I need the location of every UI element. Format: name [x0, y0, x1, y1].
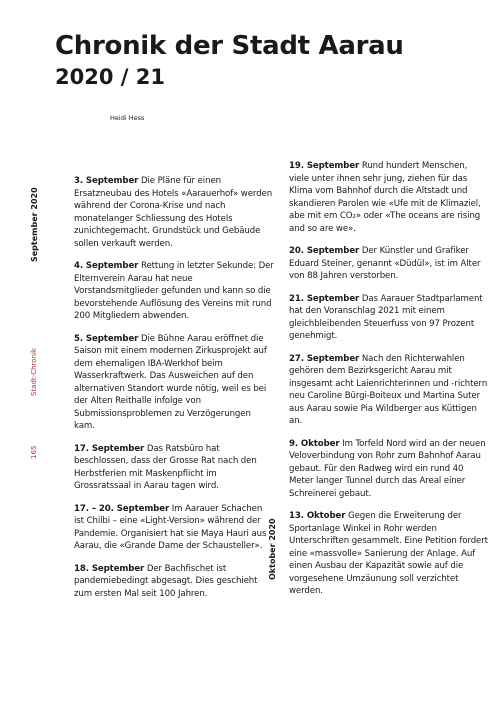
chronicle-entry: [74, 563, 274, 601]
entry-date: 17. September: [74, 443, 145, 454]
month-label-october: Oktober 2020: [268, 518, 277, 580]
entry-date: 20. September: [289, 246, 360, 256]
entry-date: 27. September: [289, 353, 360, 364]
entry-date: 13. Oktober: [289, 511, 346, 521]
section-label: Stadt-Chronik: [30, 348, 38, 396]
entry-text: Das Aarauer Stadtparlament hat den Voranschlag 2021 mit einem gleichbleibenden Steuerfuss von 97 Prozent genehmigt.: [289, 293, 483, 341]
entry-text: Nach den Richterwahlen gehören dem Bezirksgericht Aarau mit insgesamt acht Laienrichterinnen und -richtern neu Caroline Bürgi-Boiteux und Martina Suter aus Aarau sowie Pia Wildberger aus Küttigen an.: [289, 353, 488, 426]
chronicle-entry: [289, 510, 489, 598]
entry-date: 5. September: [74, 333, 139, 344]
author-name: Heidi Hess: [110, 114, 145, 122]
entry-date: 18. September: [74, 563, 145, 574]
entry-text: Gegen die Erweiterung der Sportanlage Winkel in Rohr werden Unterschriften gesammelt. Eine Petition fordert eine «massvolle» Sanierung der Anlage. Auf einen Ausbau der Kapazität sowie auf die vorgesehene Umzäunung soll verzichtet werden.: [289, 511, 488, 596]
entry-date: 3. September: [74, 176, 139, 186]
page-title: Chronik der Stadt Aarau: [55, 31, 404, 61]
chronicle-entry: [289, 245, 489, 283]
chronicle-entry: [74, 503, 274, 553]
chronicle-entry: [74, 175, 274, 250]
entry-date: 17. – 20. September: [74, 503, 170, 514]
entry-text: Rettung in letzter Sekunde: Der Elternverein Aarau hat neue Vorstandsmitglieder gefunden und kann so die bevorstehende Auflösung des Vereins mit rund 200 Mitgliedern abwenden.: [74, 261, 274, 321]
entry-text: Im Aarauer Schachen ist Chilbi – eine «Light-Version» während der Pandemie. Organisiert hat sie Maya Hauri aus Aarau, die «Grande Dame der Schausteller».: [74, 503, 267, 551]
chronicle-entry: [74, 443, 274, 493]
right-column: [289, 160, 489, 608]
entry-text: Rund hundert Menschen, viele unter ihnen sehr jung, ziehen für das Klima vom Bahnhof durch die Altstadt und skandieren Parolen wie «Ufe mit de Klimaziel, abe mit em CO₂» oder «The oceans are rising and so are we».: [289, 161, 481, 234]
page-subtitle: 2020 / 21: [55, 65, 165, 89]
entry-date: 19. September: [289, 161, 360, 171]
entry-text: Der Bachfischet ist pandemiebedingt abgesagt. Dies geschieht zum ersten Mal seit 100 Jahren.: [74, 563, 258, 599]
entry-text: Die Pläne für einen Ersatzneubau des Hotels «Aarauerhof» werden während der Corona-Krise und nach monatelanger Schliessung des Hotels zunichtegemacht. Grundstück und Gebäude sollen verkauft werden.: [74, 176, 273, 249]
chronicle-entry: [289, 293, 489, 343]
chronicle-entry: [289, 353, 489, 428]
entry-text: Im Torfeld Nord wird an der neuen Veloverbindung von Rohr zum Bahnhof Aarau gebaut. Für den Radweg wird ein rund 40 Meter langer Tunnel durch das Areal einer Schreinerei gebaut.: [289, 438, 486, 499]
entry-text: Das Ratsbüro hat beschlossen, dass der Grosse Rat nach den Herbstferien mit Maskenpflicht im Grossratssaal in Aarau tagen wird.: [74, 443, 257, 491]
month-label-september: September 2020: [30, 187, 39, 262]
chronicle-entry: [289, 160, 489, 235]
chronicle-entry: [74, 333, 274, 433]
chronicle-entry: [289, 438, 489, 501]
page-number: 165: [30, 445, 38, 459]
chronicle-entry: [74, 260, 274, 323]
entry-date: 21. September: [289, 293, 360, 304]
entry-date: 9. Oktober: [289, 438, 340, 449]
entry-date: 4. September: [74, 261, 139, 271]
entry-text: Der Künstler und Grafiker Eduard Steiner, genannt «Düdül», ist im Alter von 88 Jahren verstorben.: [289, 246, 481, 281]
left-column: [74, 175, 274, 610]
entry-text: Die Bühne Aarau eröffnet die Saison mit einem modernen Zirkusprojekt auf dem ehemaligen IBA-Werkhof beim Wasserkraftwerk. Das Ausweichen auf den alternativen Standort wurde nötig, weil es bei der Alten Reithalle infolge von Submissionsproblemen zu Verzögerungen kam.: [74, 333, 267, 431]
